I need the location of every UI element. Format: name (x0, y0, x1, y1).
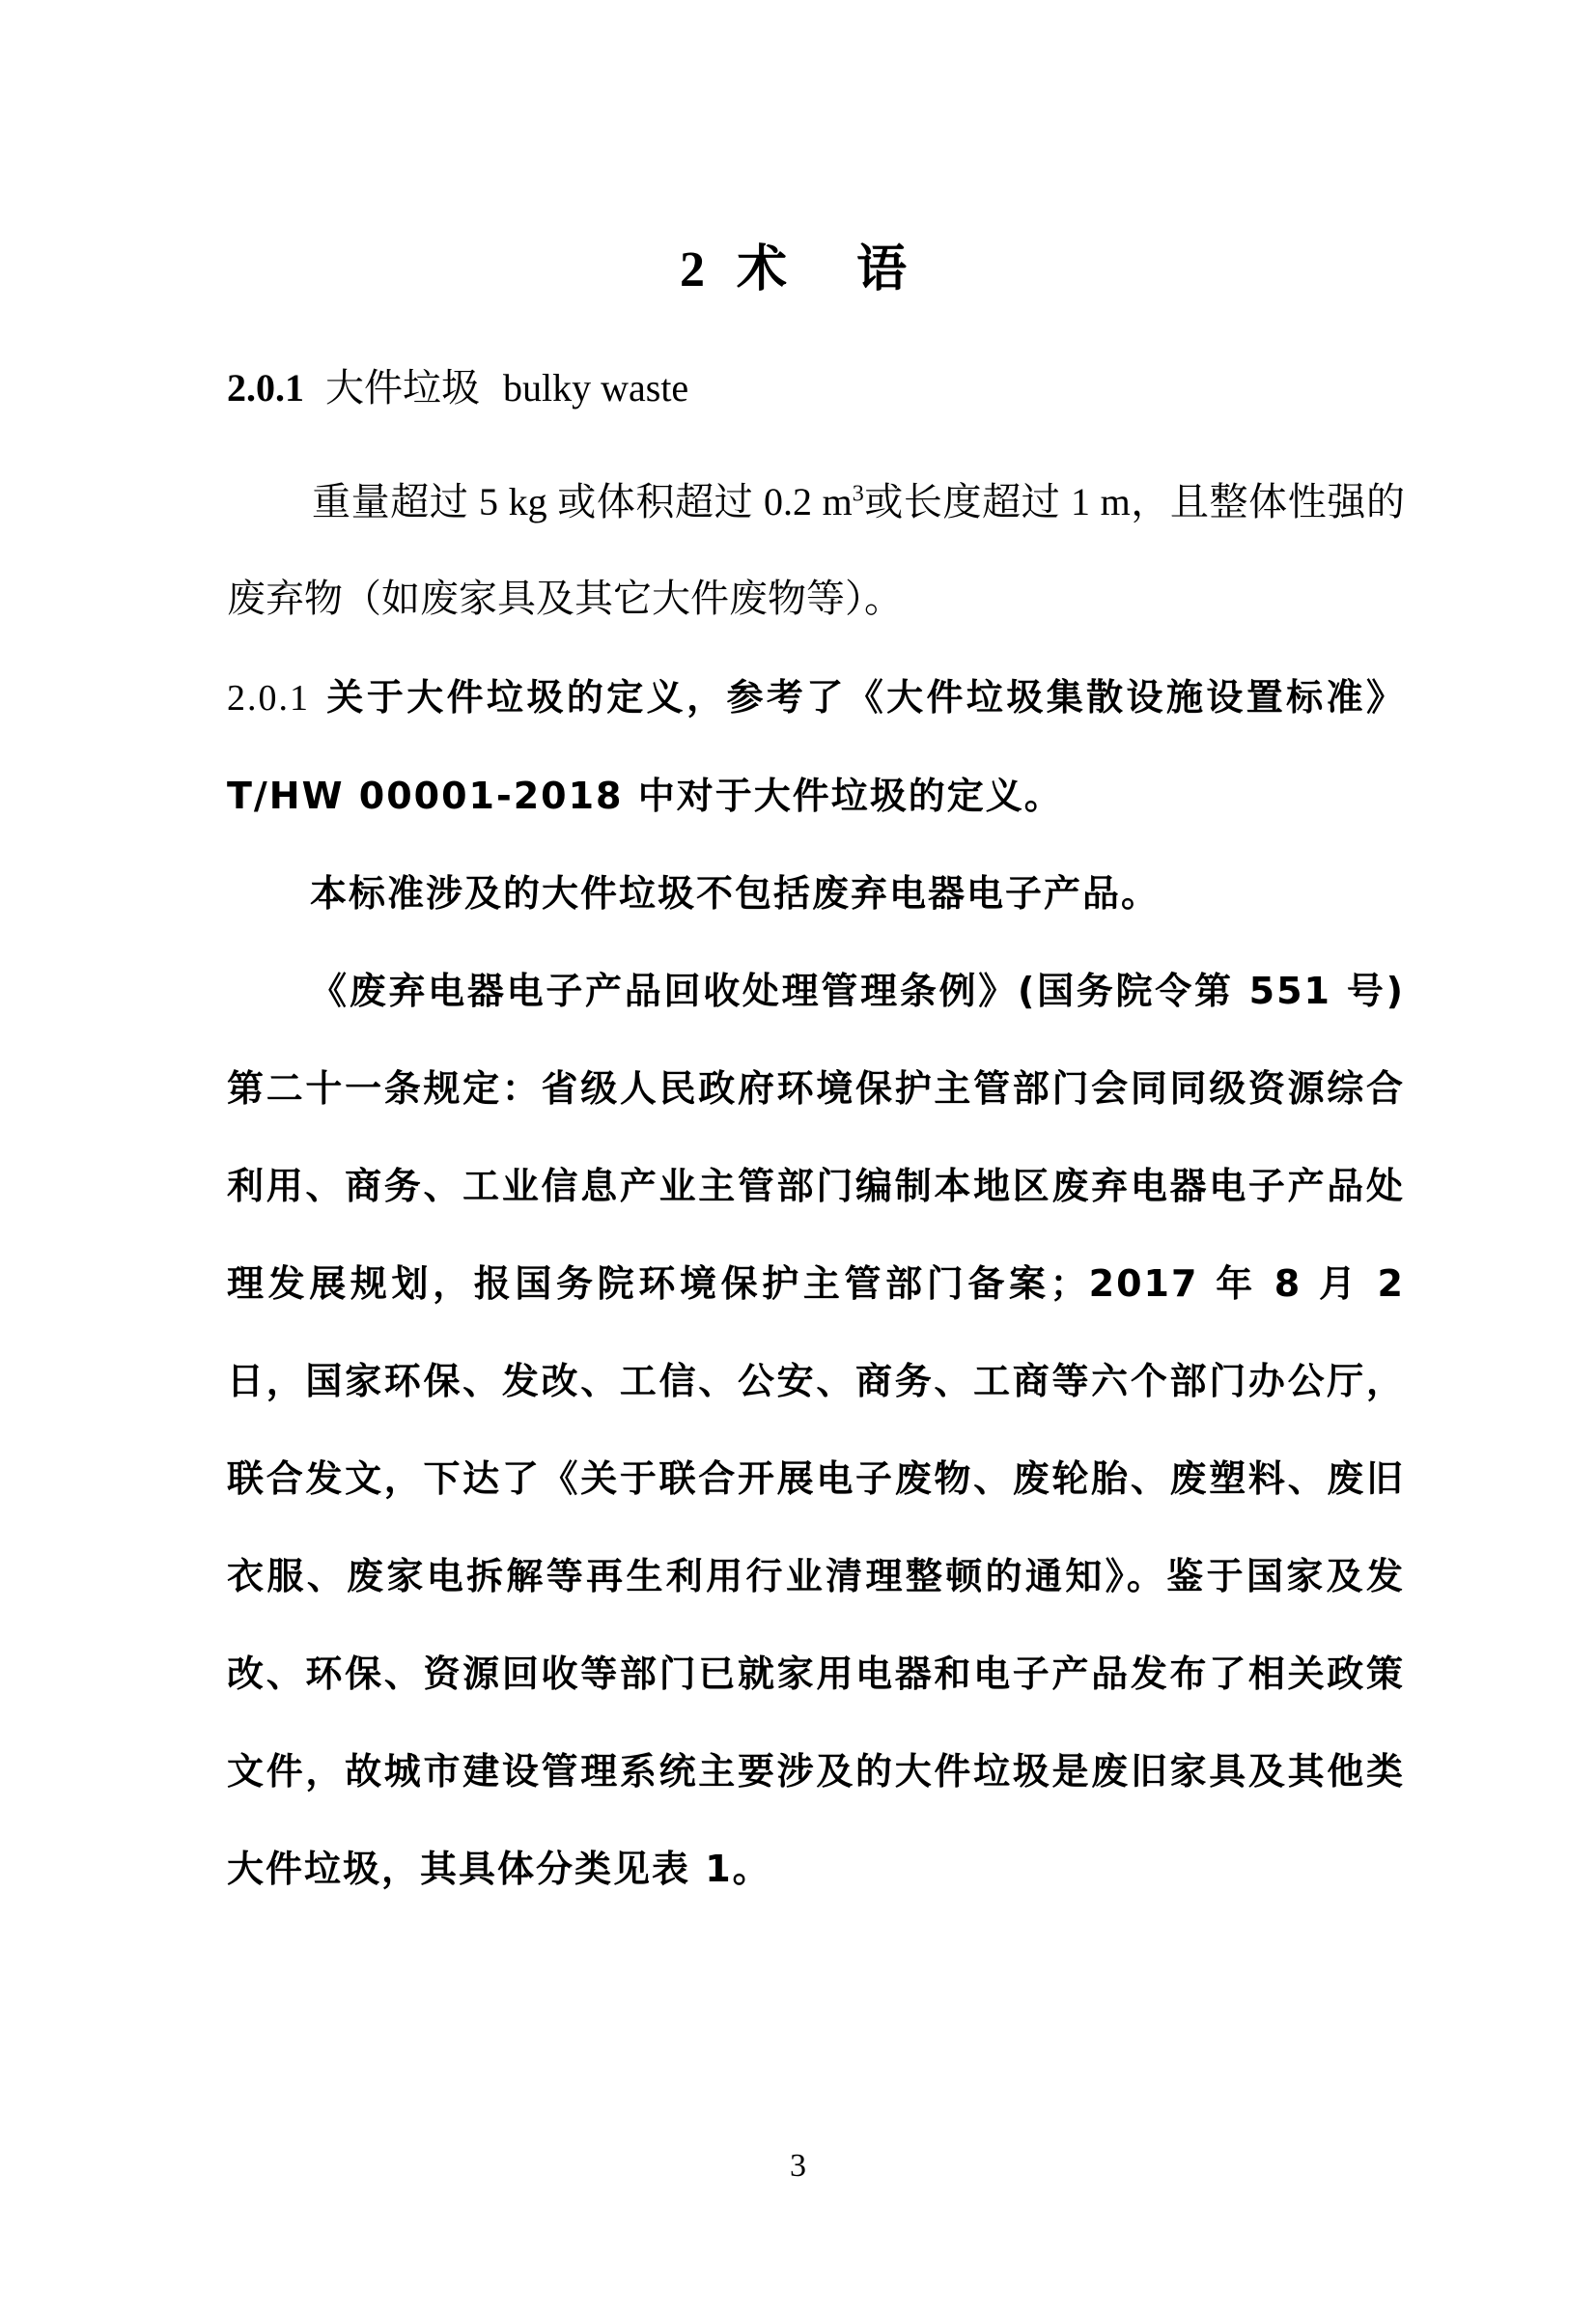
chapter-title: 2 术 语 (679, 242, 916, 297)
commentary-paragraph-1-text: 关于大件垃圾的定义，参考了《大件垃圾集散设施设置标准》T/HW 00001-2018 中对于大件垃圾的定义。 (227, 676, 1405, 817)
term-number: 2.0.1 (227, 366, 304, 410)
term-name-en: bulky waste (503, 366, 689, 410)
commentary-paragraph-1 (227, 649, 1405, 845)
page-number: 3 (790, 2148, 806, 2184)
commentary-paragraph-3: 《废弃电器电子产品回收处理管理条例》(国务院令第 551 号)第二十一条规定：省级人民政府环境保护主管部门会同同级资源综合利用、商务、工业信息产业主管部门编制本地区废弃电器电子产品处理发展规划，报国务院环境保护主管部门备案；2017 年 8 月 2 日，国家环保、发改、工信、公安、商务、工商等六个部门办公厅，联合发文，下达了《关于联合开展电子废物、废轮胎、废塑料、废旧衣服、废家电拆解等再生利用行业清理整顿的通知》。鉴于国家及发改、环保、资源回收等部门已就家用电器和电子产品发布了相关政策文件，故城市建设管理系统主要涉及的大件垃圾是废旧家具及其他类大件垃圾，其具体分类见表 1。 (227, 970, 1405, 1890)
definition-superscript: 3 (852, 481, 864, 507)
commentary-section (227, 649, 1405, 1918)
term-heading (227, 359, 688, 417)
commentary-number: 2.0.1 (227, 678, 310, 719)
term-definition (227, 454, 1405, 647)
term-name-cn: 大件垃圾 (325, 366, 480, 410)
definition-text-part1: 重量超过 5 kg 或体积超过 0.2 m (312, 480, 853, 523)
definition-text-part2: 或长度超过 1 m，且整体性强的废弃物（如废家具及其它大件废物等）。 (227, 480, 1405, 620)
commentary-paragraph-2: 本标准涉及的大件垃圾不包括废弃电器电子产品。 (310, 872, 1161, 915)
